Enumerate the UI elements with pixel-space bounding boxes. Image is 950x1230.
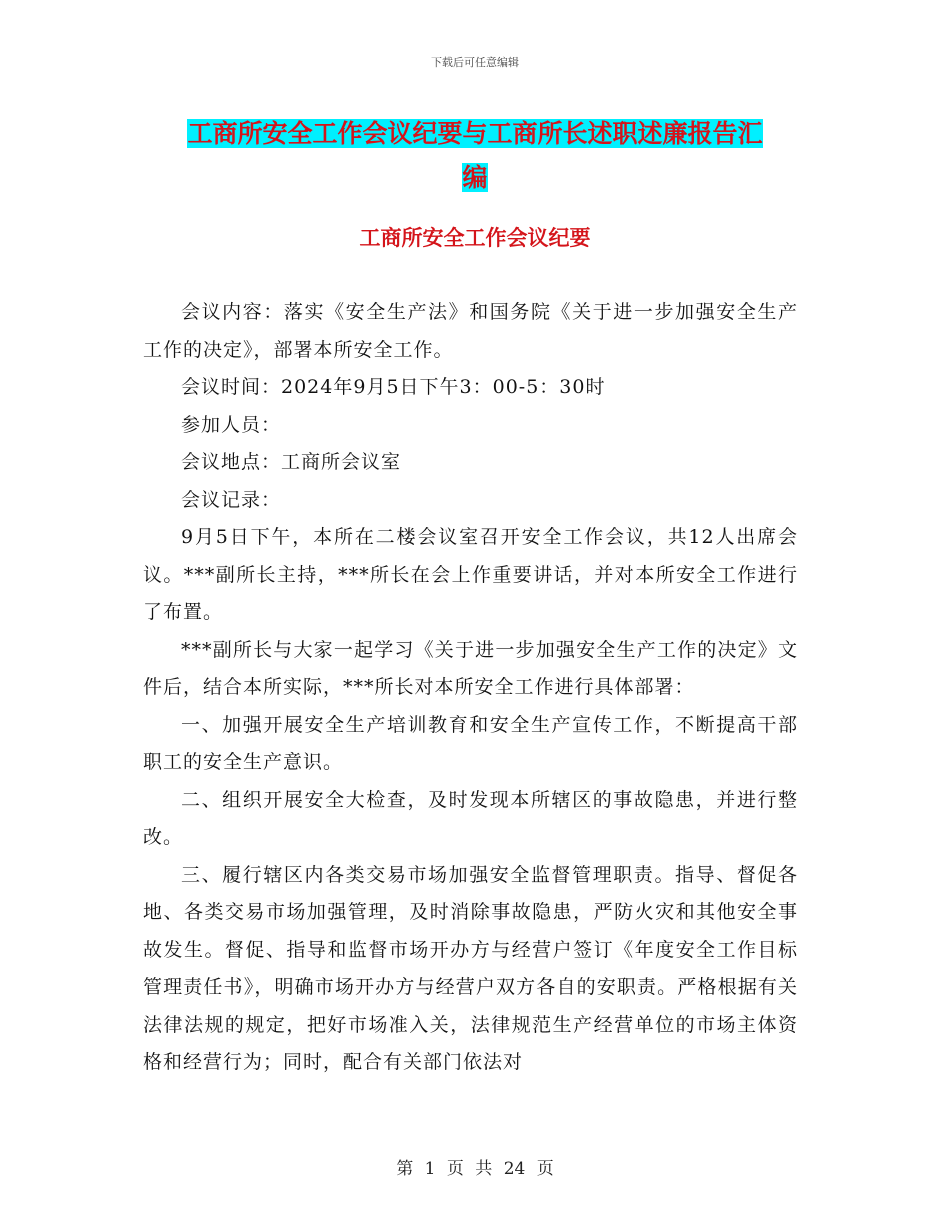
page-header-note: 下载后可任意编辑 xyxy=(431,56,519,69)
paragraph-meeting-record: 会议记录： xyxy=(181,488,282,511)
paragraph-study: ***副所长与大家一起学习《关于进一步加强安全生产工作的决定》文件后，结合本所实际，***所长对本所安全工作进行具体部署： xyxy=(143,638,798,698)
document-title-line-2: 编 xyxy=(462,163,488,192)
document-title-line-1: 工商所安全工作会议纪要与工商所长述职述廉报告汇 xyxy=(187,119,763,148)
page-number-footer: 第 1 页 共 24 页 xyxy=(396,1159,554,1179)
paragraph-meeting-place: 会议地点：工商所会议室 xyxy=(181,451,402,473)
document-body xyxy=(143,294,798,1082)
paragraph-attendees: 参加人员： xyxy=(181,413,282,436)
section-title: 工商所安全工作会议纪要 xyxy=(359,225,591,250)
paragraph-item-1: 一、加强开展安全生产培训教育和安全生产宣传工作，不断提高干部职工的安全生产意识。 xyxy=(143,713,798,773)
paragraph-summary: 9月5日下午，本所在二楼会议室召开安全工作会议，共12人出席会议。***副所长主持，***所长在会上作重要讲话，并对本所安全工作进行了布置。 xyxy=(143,526,798,623)
paragraph-item-2: 二、组织开展安全大检查，及时发现本所辖区的事故隐患，并进行整改。 xyxy=(143,788,798,848)
paragraph-item-3: 三、履行辖区内各类交易市场加强安全监督管理职责。指导、督促各地、各类交易市场加强管理，及时消除事故隐患，严防火灾和其他安全事故发生。督促、指导和监督市场开办方与经营户签订《年度安全工作目标管理责任书》，明确市场开办方与经营户双方各自的安职责。严格根据有关法律法规的规定，把好市场准入关，法律规范生产经营单位的市场主体资格和经营行为；同时，配合有关部门依法对 xyxy=(143,863,798,1073)
paragraph-meeting-content: 会议内容：落实《安全生产法》和国务院《关于进一步加强安全生产工作的决定》，部署本所安全工作。 xyxy=(143,301,798,361)
document-title xyxy=(140,112,810,200)
paragraph-meeting-time: 会议时间：2024年9月5日下午3：00-5：30时 xyxy=(181,376,606,398)
